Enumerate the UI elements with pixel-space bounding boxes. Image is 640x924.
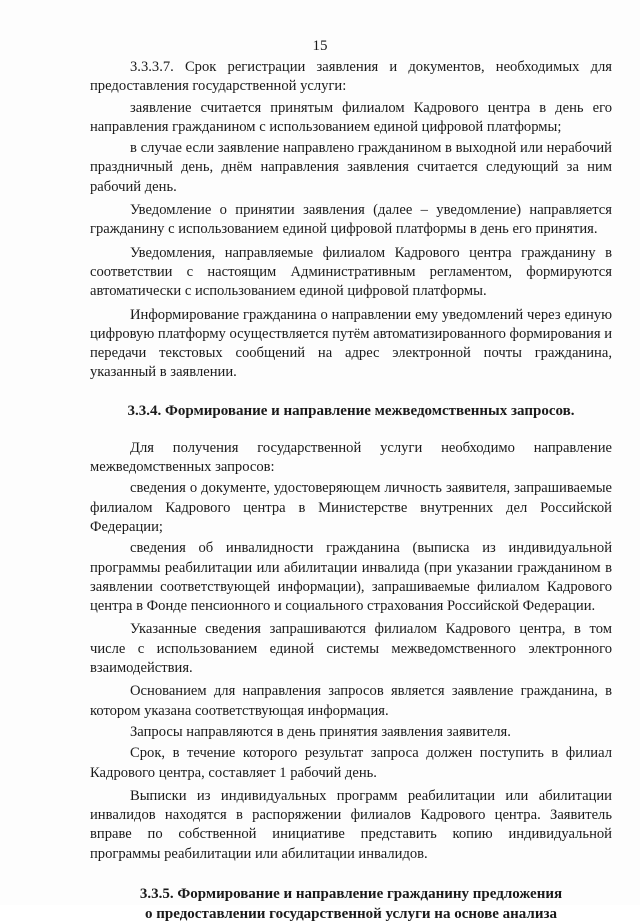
paragraph-acceptance-notice: Уведомление о принятии заявления (далее – уведомление) направляется гражданину с использованием единой цифровой платформы в день его принятия. <box>90 202 612 238</box>
section-heading-335-line1: 3.3.5. Формирование и направление гражданину предложения <box>139 885 563 902</box>
paragraph-smev-requests: Указанные сведения запрашиваются филиалом Кадрового центра, в том числе с использованием единой системы межведомственного электронного взаимодействия. <box>90 621 612 677</box>
paragraph-disability-info: сведения об инвалидности гражданина (выписка из индивидуальной программы реабилитации или абилитации инвалида (при указании гражданином в заявлении соответствующей информации), запрашиваемые филиалом Кадрового центра в Фонде пенсионного и социального страхования Российской Федерации. <box>90 540 612 615</box>
paragraph-identity-document: сведения о документе, удостоверяющем личность заявителя, запрашиваемые филиалом Кадрового центра в Министерстве внутренних дел Российской Федерации; <box>90 480 612 535</box>
page-number: 15 <box>312 38 328 54</box>
paragraph-interagency-requests: Для получения государственной услуги необходимо направление межведомственных запросов: <box>90 439 612 476</box>
paragraph-application-accepted: заявление считается принятым филиалом Кадрового центра в день его направления гражданином с использованием единой цифровой платформы; <box>90 99 612 135</box>
section-heading-334: 3.3.4. Формирование и направление межведомственных запросов. <box>127 402 575 419</box>
paragraph-rehab-program-extracts: Выписки из индивидуальных программ реабилитации или абилитации инвалидов находятся в распоряжении филиалов Кадрового центра. Заявитель вправе по собственной инициативе представить копию индивидуальной программы реабилитации или абилитации инвалидов. <box>90 787 612 862</box>
paragraph-notices-automatic: Уведомления, направляемые филиалом Кадрового центра гражданину в соответствии с настоящим Административным регламентом, формируются автоматически с использованием единой цифровой платформы. <box>90 244 612 300</box>
section-heading-335-line2: о предоставлении государственной услуги на основе анализа <box>145 905 557 922</box>
paragraph-request-day: Запросы направляются в день принятия заявления заявителя. <box>130 723 511 740</box>
page-content <box>90 58 612 924</box>
paragraph-holiday-rule: в случае если заявление направлено гражданином в выходной или нерабочий праздничный день, днём направления заявления считается следующий за ним рабочий день. <box>90 140 612 195</box>
section-heading-335 <box>90 884 612 924</box>
paragraph-registration-deadline: 3.3.3.7. Срок регистрации заявления и документов, необходимых для предоставления государственной услуги: <box>90 59 612 95</box>
paragraph-response-deadline: Срок, в течение которого результат запроса должен поступить в филиал Кадрового центра, составляет 1 рабочий день. <box>90 745 612 781</box>
paragraph-request-basis: Основанием для направления запросов является заявление гражданина, в котором указана соответствующая информация. <box>90 683 612 719</box>
paragraph-email-informing: Информирование гражданина о направлении ему уведомлений через единую цифровую платформу осуществляется путём автоматизированного формирования и передачи текстовых сообщений на адрес электронной почты гражданина, указанный в заявлении. <box>90 306 612 381</box>
